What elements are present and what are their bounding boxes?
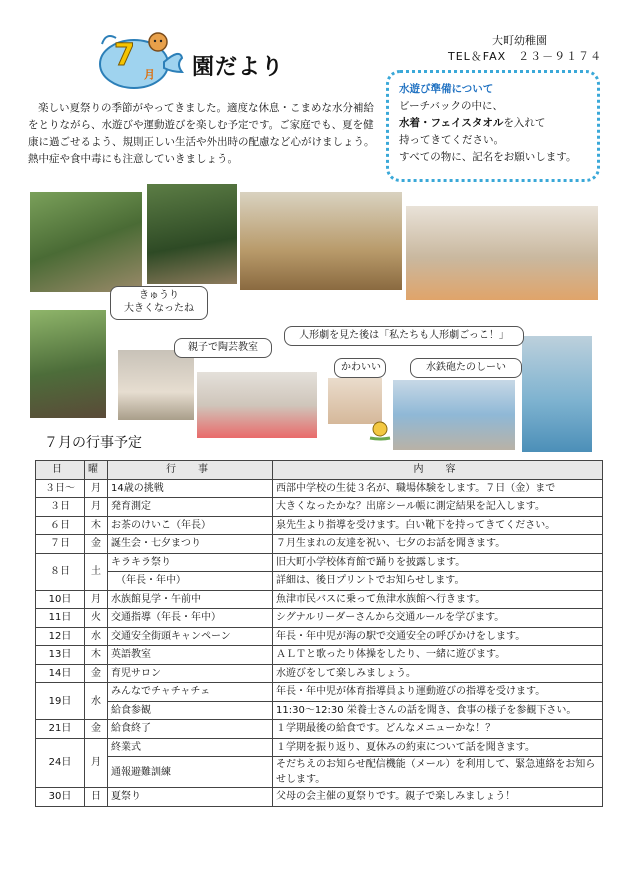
month-badge-number: 7 bbox=[114, 38, 135, 73]
cell-day: 14日 bbox=[36, 664, 85, 683]
schedule-body bbox=[36, 479, 603, 806]
cell-content: ＡＬＴと歌ったり体操をしたり、一緒に遊びます。 bbox=[273, 646, 603, 665]
cell-event: 発育測定 bbox=[108, 498, 273, 517]
caption-puppet: 人形劇を見た後は「私たちも人形劇ごっこ！」 bbox=[284, 326, 524, 346]
cell-event: 通報避難訓練 bbox=[108, 757, 273, 788]
cell-content: 年長・年中児が海の駅で交通安全の呼びかけをします。 bbox=[273, 627, 603, 646]
whale-logo-icon bbox=[96, 28, 188, 90]
table-row bbox=[36, 646, 603, 665]
photo-puppet-show bbox=[240, 192, 402, 290]
cell-content: 大きくなったかな？出席シール帳に測定結果を記入します。 bbox=[273, 498, 603, 517]
table-row bbox=[36, 757, 603, 788]
table-row bbox=[36, 553, 603, 572]
cell-content: 父母の会主催の夏祭りです。親子で楽しみましょう！ bbox=[273, 788, 603, 807]
cell-event: 交通安全街頭キャンペーン bbox=[108, 627, 273, 646]
table-row bbox=[36, 683, 603, 702]
photo-puppet-play bbox=[406, 206, 598, 300]
cell-event: 給食終了 bbox=[108, 720, 273, 739]
cell-event: 終業式 bbox=[108, 738, 273, 757]
cell-dow: 金 bbox=[85, 535, 108, 554]
cell-day: ７日 bbox=[36, 535, 85, 554]
page-title: 園だより bbox=[192, 55, 285, 80]
table-row bbox=[36, 664, 603, 683]
cell-event: 育児サロン bbox=[108, 664, 273, 683]
caption-water-gun: 水鉄砲たのしーい bbox=[410, 358, 522, 378]
notice-line-3: 持ってきてください。 bbox=[399, 134, 504, 146]
cell-day: 19日 bbox=[36, 683, 85, 720]
water-play-notice bbox=[386, 70, 600, 182]
snail-icon bbox=[368, 418, 392, 442]
notice-line-2-rest: を入れて bbox=[503, 117, 546, 129]
caption-cute: かわいい bbox=[334, 358, 386, 378]
table-row bbox=[36, 788, 603, 807]
photo-pottery-1 bbox=[118, 350, 194, 420]
photo-cucumber-garden-1 bbox=[30, 192, 142, 292]
cell-dow: 日 bbox=[85, 788, 108, 807]
cell-dow: 月 bbox=[85, 498, 108, 517]
cell-dow: 金 bbox=[85, 720, 108, 739]
table-row bbox=[36, 738, 603, 757]
cell-event: 夏祭り bbox=[108, 788, 273, 807]
cell-content: 11:30～12:30 栄養士さんの話を聞き、食事の様子を参観下さい。 bbox=[273, 701, 603, 720]
table-row bbox=[36, 535, 603, 554]
cell-content: 泉先生より指導を受けます。白い靴下を持ってきてください。 bbox=[273, 516, 603, 535]
photo-water-gun-1 bbox=[393, 380, 515, 450]
table-row bbox=[36, 572, 603, 591]
cell-content: 西部中学校の生徒３名が、職場体験をします。７日（金）まで bbox=[273, 479, 603, 498]
table-row bbox=[36, 609, 603, 628]
cell-event: （年長・年中） bbox=[108, 572, 273, 591]
cell-day: 11日 bbox=[36, 609, 85, 628]
schedule-table bbox=[35, 460, 603, 807]
photo-cucumber-garden-2 bbox=[147, 184, 237, 284]
cell-event: 英語教室 bbox=[108, 646, 273, 665]
cell-day: 10日 bbox=[36, 590, 85, 609]
cell-event: キラキラ祭り bbox=[108, 553, 273, 572]
cell-day: ８日 bbox=[36, 553, 85, 590]
school-name: 大町幼稚園 bbox=[492, 34, 547, 47]
cell-event: 給食参観 bbox=[108, 701, 273, 720]
photo-pottery-2 bbox=[197, 372, 317, 438]
month-badge-unit: 月 bbox=[144, 68, 155, 81]
cell-day: 12日 bbox=[36, 627, 85, 646]
cell-dow: 木 bbox=[85, 646, 108, 665]
cell-content: 年長・年中児が体育指導員より運動遊びの指導を受けます。 bbox=[273, 683, 603, 702]
tel-fax: TEL＆FAX ２３－９１７４ bbox=[448, 50, 603, 63]
table-row bbox=[36, 516, 603, 535]
cell-dow: 土 bbox=[85, 553, 108, 590]
notice-line-2 bbox=[399, 115, 587, 132]
caption-cucumber: きゅうり 大きくなったね bbox=[110, 286, 208, 320]
cell-day: 24日 bbox=[36, 738, 85, 788]
caption-pottery: 親子で陶芸教室 bbox=[174, 338, 272, 358]
cell-day: ６日 bbox=[36, 516, 85, 535]
cell-event: みんなでチャチャチェ bbox=[108, 683, 273, 702]
cell-day: ３日～ bbox=[36, 479, 85, 498]
cell-dow: 水 bbox=[85, 627, 108, 646]
cell-event: お茶のけいこ（年長） bbox=[108, 516, 273, 535]
cell-content: シグナルリーダーさんから交通ルールを学びます。 bbox=[273, 609, 603, 628]
notice-heading: 水遊び準備について bbox=[399, 83, 494, 95]
cell-dow: 月 bbox=[85, 738, 108, 788]
cell-event: 水族館見学・午前中 bbox=[108, 590, 273, 609]
cell-content: １学期を振り返り、夏休みの約束について話を聞きます。 bbox=[273, 738, 603, 757]
cell-day: 21日 bbox=[36, 720, 85, 739]
cell-day: ３日 bbox=[36, 498, 85, 517]
table-row bbox=[36, 701, 603, 720]
table-row bbox=[36, 720, 603, 739]
table-row bbox=[36, 498, 603, 517]
cell-content: ７月生まれの友達を祝い、七夕のお話を聞きます。 bbox=[273, 535, 603, 554]
cell-event: 交通指導（年長・年中） bbox=[108, 609, 273, 628]
cell-event: 誕生会・七夕まつり bbox=[108, 535, 273, 554]
notice-line-4: すべての物に、記名をお願いします。 bbox=[399, 151, 577, 163]
cell-content: そだちえのお知らせ配信機能（メール）を利用して、緊急連絡をお知らせします。 bbox=[273, 757, 603, 788]
cell-dow: 火 bbox=[85, 609, 108, 628]
cell-content: 魚津市民バスに乗って魚津水族館へ行きます。 bbox=[273, 590, 603, 609]
cell-dow: 金 bbox=[85, 664, 108, 683]
cell-dow: 水 bbox=[85, 683, 108, 720]
table-row bbox=[36, 627, 603, 646]
cell-day: 30日 bbox=[36, 788, 85, 807]
cell-dow: 月 bbox=[85, 590, 108, 609]
notice-bold-items: 水着・フェイスタオル bbox=[399, 117, 504, 129]
cell-content: 旧大町小学校体育館で踊りを披露します。 bbox=[273, 553, 603, 572]
photo-water-gun-2 bbox=[522, 336, 592, 452]
col-event: 行 事 bbox=[108, 461, 273, 480]
col-day: 日 bbox=[36, 461, 85, 480]
notice-line-1: ビーチバックの中に、 bbox=[399, 100, 503, 112]
schedule-title: ７月の行事予定 bbox=[44, 435, 142, 451]
cell-dow: 月 bbox=[85, 479, 108, 498]
cell-event: 14歳の挑戦 bbox=[108, 479, 273, 498]
table-header-row bbox=[36, 461, 603, 480]
cell-dow: 木 bbox=[85, 516, 108, 535]
cell-content: 水遊びをして楽しみましょう。 bbox=[273, 664, 603, 683]
intro-paragraph: 楽しい夏祭りの季節がやってきました。適度な休息・こまめな水分補給をとりながら、水遊びや運動遊びを楽しむ予定です。ご家庭でも、夏を健康に過ごせるよう、規則正しい生活や外出時の配慮など心がけましょう。熱中症や食中毒にも注意していきましょう。 bbox=[28, 102, 375, 165]
cell-content: １学期最後の給食です。どんなメニューかな！？ bbox=[273, 720, 603, 739]
table-row bbox=[36, 479, 603, 498]
col-content: 内 容 bbox=[273, 461, 603, 480]
cell-content: 詳細は、後日プリントでお知らせします。 bbox=[273, 572, 603, 591]
cell-day: 13日 bbox=[36, 646, 85, 665]
table-row bbox=[36, 590, 603, 609]
col-dow: 曜 bbox=[85, 461, 108, 480]
photo-cucumber-garden-3 bbox=[30, 310, 106, 418]
